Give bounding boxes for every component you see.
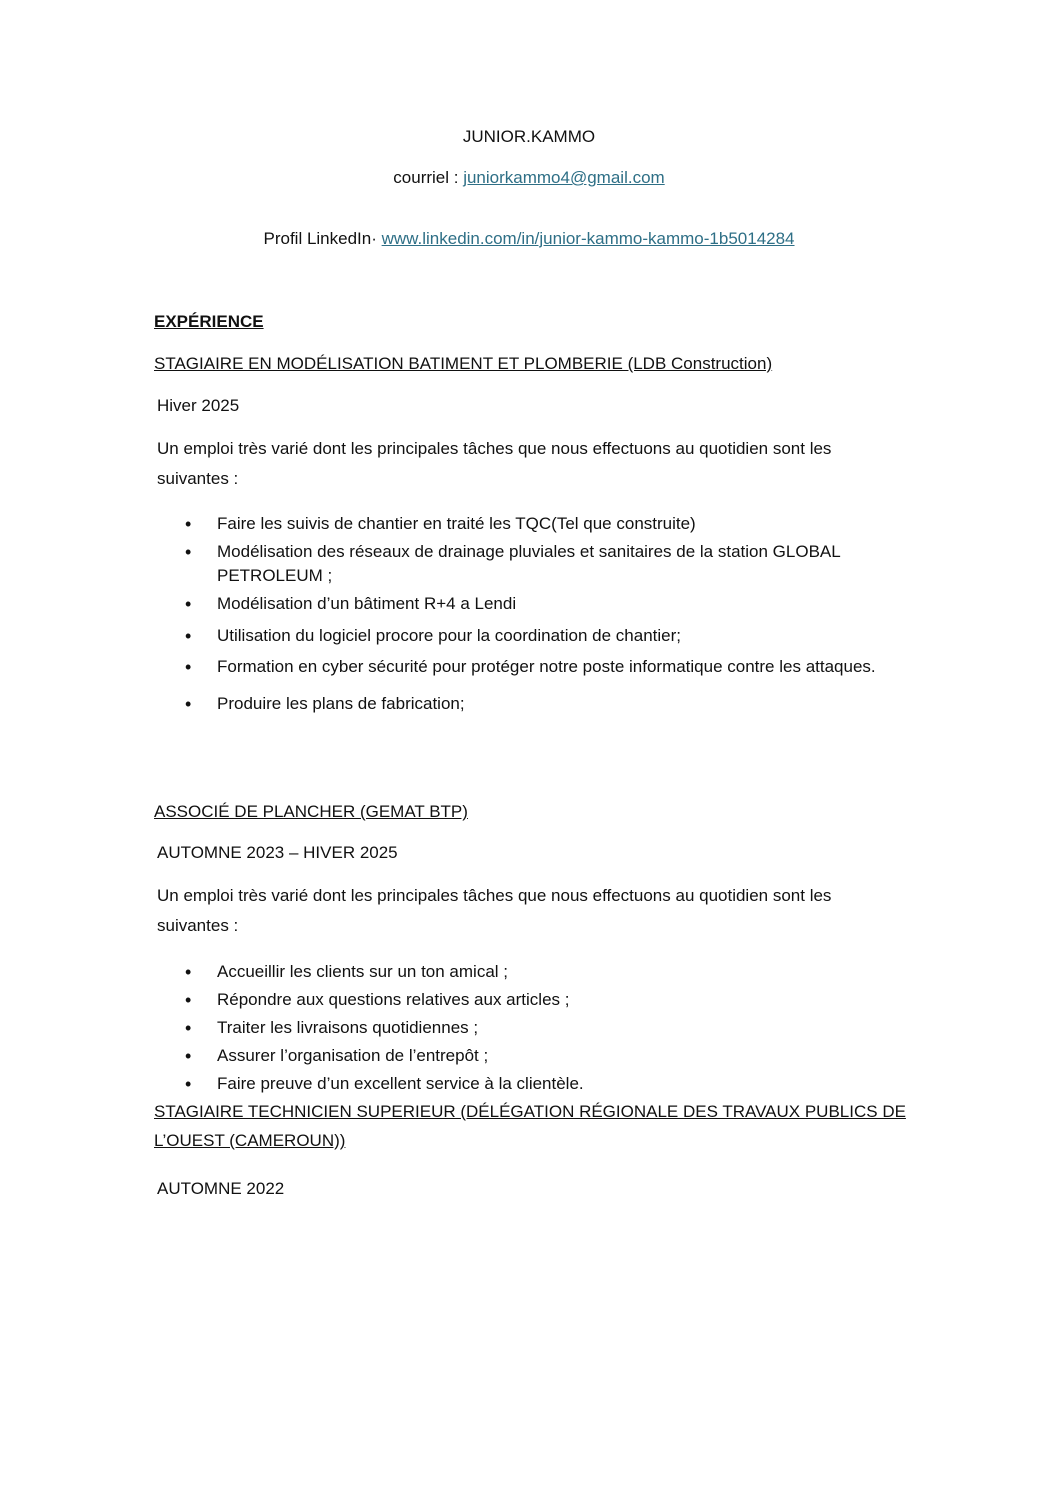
job-intro: Un emploi très varié dont les principales tâches que nous effectuons au quotidien sont les suivantes : <box>157 886 832 935</box>
email-label: courriel : <box>393 168 464 187</box>
list-item: • Accueillir les clients sur un ton amical ; <box>185 960 905 984</box>
job-title: ASSOCIÉ DE PLANCHER (GEMAT BTP) <box>154 802 468 821</box>
linkedin-line <box>0 229 1058 249</box>
list-item: • Modélisation des réseaux de drainage pluviales et sanitaires de la station GLOBAL PETROLEUM ; <box>185 540 905 588</box>
list-item: • Utilisation du logiciel procore pour la coordination de chantier; <box>185 624 905 648</box>
linkedin-link[interactable]: www.linkedin.com/in/junior-kammo-kammo-1b5014284 <box>381 229 795 248</box>
job-period: AUTOMNE 2023 – HIVER 2025 <box>157 843 398 862</box>
experience-heading: EXPÉRIENCE <box>154 312 264 331</box>
job-intro: Un emploi très varié dont les principales tâches que nous effectuons au quotidien sont les suivantes : <box>157 439 832 488</box>
candidate-name: JUNIOR.KAMMO <box>462 127 596 146</box>
job-title: STAGIAIRE EN MODÉLISATION BATIMENT ET PLOMBERIE (LDB Construction) <box>154 354 773 373</box>
job-title-continued: L’OUEST (CAMEROUN)) <box>154 1131 346 1150</box>
email-line <box>0 168 1058 188</box>
job-period: Hiver 2025 <box>157 396 240 415</box>
list-item: • Traiter les livraisons quotidiennes ; <box>185 1016 905 1040</box>
linkedin-label: Profil LinkedIn· <box>263 229 382 248</box>
job-title: STAGIAIRE TECHNICIEN SUPERIEUR (DÉLÉGATION RÉGIONALE DES TRAVAUX PUBLICS DE <box>154 1102 906 1121</box>
list-item: • Formation en cyber sécurité pour protéger notre poste informatique contre les attaques. <box>185 652 905 682</box>
list-item: • Répondre aux questions relatives aux articles ; <box>185 988 905 1012</box>
job-period: AUTOMNE 2022 <box>157 1179 285 1198</box>
list-item: • Faire les suivis de chantier en traité les TQC(Tel que construite) <box>185 512 905 536</box>
task-list <box>185 512 905 716</box>
list-item: • Assurer l’organisation de l’entrepôt ; <box>185 1044 905 1068</box>
email-link[interactable]: juniorkammo4@gmail.com <box>463 168 665 187</box>
list-item: • Produire les plans de fabrication; <box>185 692 905 716</box>
list-item: • Faire preuve d’un excellent service à la clientèle. <box>185 1072 905 1096</box>
task-list <box>185 960 905 1096</box>
list-item: • Modélisation d’un bâtiment R+4 a Lendi <box>185 592 905 616</box>
